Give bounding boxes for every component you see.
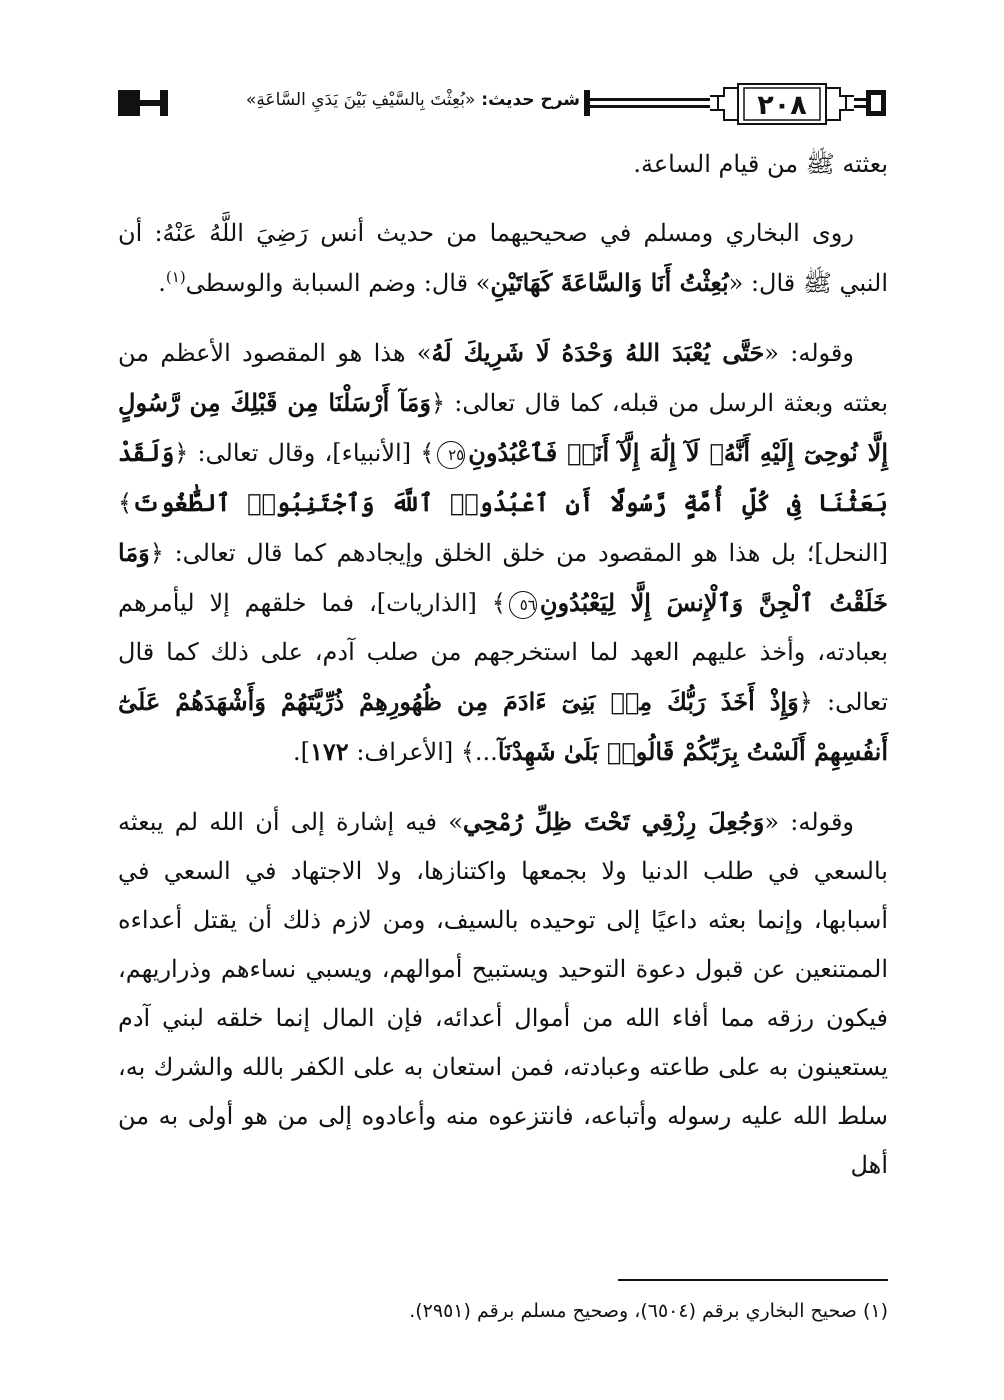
p2-hadith-quote: بُعِثْتُ أَنَا وَالسَّاعَةَ كَهَاتَيْنِ [490,268,729,297]
p3-text-c: » هذا هو المقصود الأعظم من بعثته وبعثة الرسل من قبله، كما قال تعالى: ﴿ [118,339,889,417]
verse-reference-number: ١٧٢ [310,737,349,766]
p3-text-a: وقوله: « [764,339,854,367]
p3-text-end: ]. [293,738,311,766]
running-header [118,78,888,132]
p2-text-c: » قال: وضم السبابة والوسطى [185,269,491,297]
header-title [246,90,580,110]
footnote: (١) صحيح البخاري برقم (٦٥٠٤)، وصحيح مسلم برقم (٢٩٥١). [409,1300,888,1322]
footnote-separator [618,1279,888,1281]
p1-text: بعثته ﷺ من قيام الساعة. [633,150,888,178]
p2-text-a: روى البخاري ومسلم في صحيحيهما من حديث أنس رَضِيَ اللَّهُ عَنْهُ: أن النبي ﷺ قال: « [118,219,888,297]
p3-text-e: ﴾ [النحل]؛ بل هذا هو المقصود من خلق الخلق وإيجادهم كما قال تعالى: ﴿ [118,489,888,567]
page-number: ٢٠٨ [757,89,807,121]
p4-text-c: » فيه إشارة إلى أن الله لم يبعثه بالسعي في طلب الدنيا ولا بجمعها واكتنازها، ولا الاجتهاد في السعي في أسبابها، وإنما بعثه داعيًا إلى توحيده بالسيف، ومن لازم ذلك أن يقتل أعداءه الممتنعين عن قبول دعوة التوحيد ويستبيح أموالهم، ويسبي نساءهم وذراريهم، فيكون رزقه مما أفاء الله من أموال أعدائه، فإن المال إنما خلقه لبني آدم يستعينون به على طاعته وعبادته، فمن استعان به على الكفر بالله والشرك به، سلط الله عليه رسوله وأتباعه، فانتزعوه منه وأعادوه إلى من هو أولى به من أهل [118,808,888,1179]
paragraph-3 [118,328,888,777]
p4-hadith-quote: وَجُعِلَ رِزْقِي تَحْتَ ظِلِّ رُمْحِي [462,807,765,836]
ayah-number-2: ٥٦ [509,591,537,619]
p3-hadith-quote: حَتَّى يُعْبَدَ اللهُ وَحْدَهُ لَا شَرِيكَ لَهُ [431,338,765,367]
paragraph-1 [118,140,888,189]
body-text [118,140,888,1190]
quran-verse-1: وَمَآ أَرْسَلْنَا مِن قَبْلِكَ مِن رَّسُولٍ إِلَّا نُوحِىٓ إِلَيْهِ أَنَّهُۥ لَآ إِلَٰهَ إِلَّآ أَنَا۠ فَٱعْبُدُونِ [118,388,888,467]
header-title-hadith: «بُعِثْتَ بِالسَّيْفِ بَيْنَ يَدَيِ السَّاعَةِ» [245,90,476,110]
p3-text-g: ...﴾ [الأعراف: [348,738,498,766]
ayah-number-1: ٢٥ [437,441,465,469]
quran-verse-3: وَمَا خَلَقْتُ ٱلْجِنَّ وَٱلْإِنسَ إِلَّا لِيَعْبُدُونِ [118,538,888,617]
p4-text-a: وقوله: « [764,808,854,836]
header-title-prefix: شرح حديث: [475,90,580,110]
p3-text-f: ﴾ [الذاريات]، فما خلقهم إلا ليأمرهم بعبادته، وأخذ عليهم العهد لما استخرجهم من صلب آدم، على ذلك كما قال تعالى: ﴿ [118,589,888,716]
p3-text-d: ﴾ [الأنبياء]، وقال تعالى: ﴿ [174,439,435,467]
quran-verse-2: وَلَقَدْ بَعَثْنَا فِى كُلِّ أُمَّةٍ رَّسُولًا أَنِ ٱعْبُدُوا۟ ٱللَّهَ وَٱجْتَنِبُوا۟ ٱلطَّٰغُوتَ [118,438,888,517]
p2-text-end: . [158,269,166,297]
paragraph-4 [118,797,888,1190]
footnote-marker: (١) [165,268,186,286]
paragraph-2 [118,209,888,308]
quran-verse-4: وَإِذْ أَخَذَ رَبُّكَ مِنۢ بَنِىٓ ءَادَمَ مِن ظُهُورِهِمْ ذُرِّيَّتَهُمْ وَأَشْهَدَهُمْ عَلَىٰٓ أَنفُسِهِمْ أَلَسْتُ بِرَبِّكُمْ قَالُوا۟ بَلَىٰ شَهِدْنَآ [118,687,888,766]
